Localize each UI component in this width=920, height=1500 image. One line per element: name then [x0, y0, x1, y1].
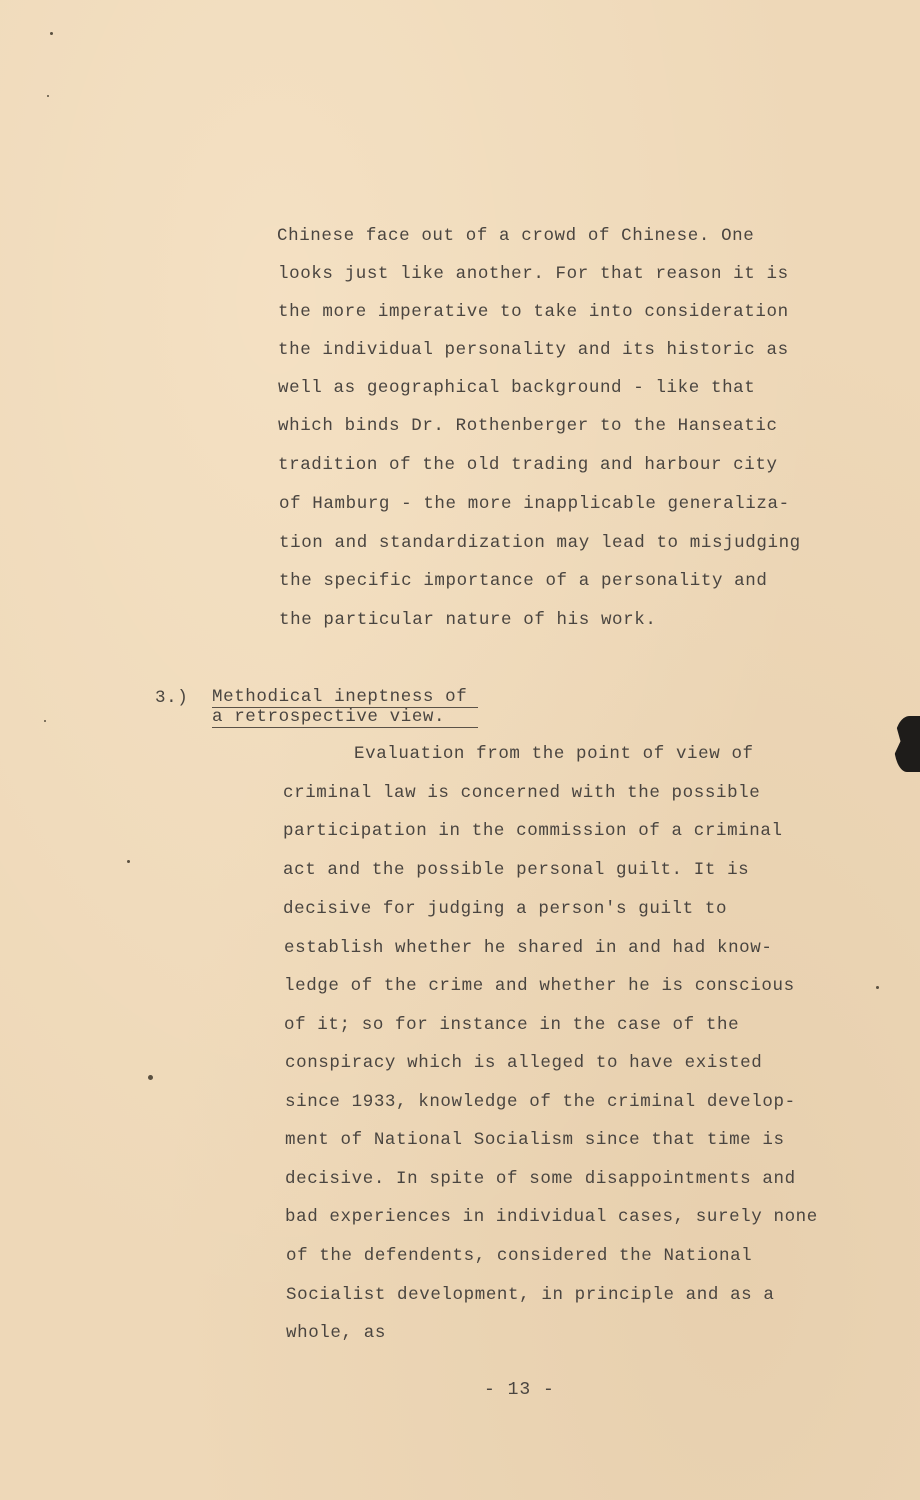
text-line: the individual personality and its historic as	[278, 340, 789, 360]
binder-hole	[894, 716, 920, 772]
paper-speck	[127, 860, 130, 863]
text-line: whole, as	[286, 1323, 386, 1343]
section-number: 3.)	[155, 688, 189, 708]
text-line: Evaluation from the point of view of	[354, 744, 754, 764]
text-line: decisive. In spite of some disappointments and	[285, 1169, 796, 1189]
text-line: participation in the commission of a criminal	[283, 821, 783, 841]
text-line: bad experiences in individual cases, surely none	[285, 1207, 818, 1227]
text-line: the more imperative to take into consideration	[278, 302, 789, 322]
paper-speck	[47, 95, 49, 97]
page-number: - 13 -	[484, 1380, 555, 1400]
text-line: which binds Dr. Rothenberger to the Hanseatic	[278, 416, 778, 436]
section-heading	[212, 688, 478, 728]
section-heading-line: Methodical ineptness of	[212, 688, 478, 708]
text-line: tradition of the old trading and harbour city	[278, 455, 778, 475]
text-line: ledge of the crime and whether he is conscious	[284, 976, 795, 996]
paper-speck	[44, 720, 46, 722]
text-line: decisive for judging a person's guilt to	[283, 899, 728, 919]
paper-speck	[876, 986, 879, 989]
text-line: the particular nature of his work.	[279, 610, 657, 630]
text-line: tion and standardization may lead to misjudging	[279, 533, 801, 553]
text-line: looks just like another. For that reason it is	[278, 264, 789, 284]
text-line: well as geographical background - like that	[278, 378, 756, 398]
paper-speck	[50, 32, 53, 35]
text-line: Socialist development, in principle and as a	[286, 1285, 775, 1305]
text-line: ment of National Socialism since that time is	[285, 1130, 785, 1150]
text-line: of Hamburg - the more inapplicable generaliza-	[279, 494, 790, 514]
text-line: the specific importance of a personality and	[279, 571, 768, 591]
text-line: since 1933, knowledge of the criminal develop-	[285, 1092, 796, 1112]
section-heading-line: a retrospective view.	[212, 708, 478, 728]
text-line: conspiracy which is alleged to have existed	[285, 1053, 763, 1073]
text-line: Chinese face out of a crowd of Chinese. One	[277, 226, 755, 246]
paper-speck	[148, 1075, 153, 1080]
text-line: criminal law is concerned with the possible	[283, 783, 761, 803]
text-line: of the defendents, considered the National	[286, 1246, 753, 1266]
text-line: establish whether he shared in and had know-	[284, 938, 773, 958]
text-line: act and the possible personal guilt. It is	[283, 860, 750, 880]
text-line: of it; so for instance in the case of the	[284, 1015, 740, 1035]
